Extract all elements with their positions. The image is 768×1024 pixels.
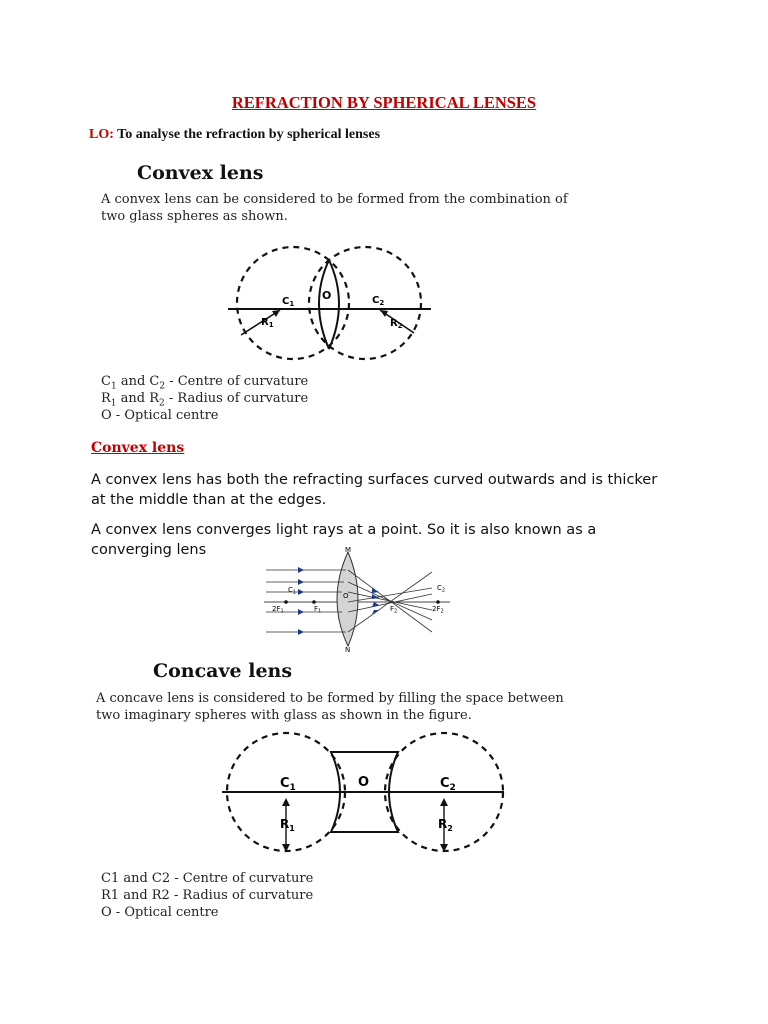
- label-n: N: [345, 646, 351, 654]
- converging-rays-diagram: [262, 544, 452, 654]
- label-2f2: $2F_2$: [432, 605, 444, 615]
- label-ray-c1: $C_1$: [288, 586, 297, 596]
- label-r2: $R_2$: [390, 318, 403, 330]
- lens-surface-left: [319, 260, 332, 349]
- point-f1: [312, 600, 316, 604]
- concave-legend-radius: R1 and R2 - Radius of curvature: [101, 888, 314, 903]
- convex-paragraph2-line1: A convex lens converges light rays at a point. So it is also known as a: [91, 522, 597, 538]
- convex-description-line1: A convex lens can be considered to be formed from the combination of: [101, 192, 568, 207]
- lo-label: LO:: [89, 127, 114, 142]
- label-o: O: [322, 289, 332, 302]
- concave-description-line1: A concave lens is considered to be formed by filling the space between: [96, 691, 564, 706]
- convex-legend-radius: $R_1$ and $R_2$ - Radius of curvature: [101, 391, 309, 409]
- concave-legend-centre: C1 and C2 - Centre of curvature: [101, 871, 314, 886]
- convex-legend-centre: $C_1$ and $C_2$ - Centre of curvature: [101, 374, 309, 392]
- concave-label-r2: $R_2$: [438, 817, 453, 833]
- point-2f1: [284, 600, 288, 604]
- concave-label-c2: $C_2$: [440, 776, 456, 793]
- point-2f2: [436, 600, 440, 604]
- label-ray-o: O: [343, 592, 349, 600]
- concave-label-r1: $R_1$: [280, 817, 295, 833]
- convex-lens-subheading: Convex lens: [91, 440, 185, 456]
- convex-paragraph1-line1: A convex lens has both the refracting surfaces curved outwards and is thicker: [91, 472, 658, 488]
- concave-lens-spheres-diagram: [218, 728, 508, 858]
- refracted-ray-arrowheads: [372, 588, 379, 614]
- r2-arrow-up: [440, 798, 448, 806]
- convex-lens-heading: Convex lens: [137, 162, 264, 184]
- incident-ray-arrowheads: [298, 567, 304, 635]
- refracted-rays: [348, 570, 432, 632]
- convex-paragraph1-line2: at the middle than at the edges.: [91, 492, 327, 508]
- label-ray-c2: $C_2$: [437, 584, 446, 594]
- label-r1: $R_1$: [261, 317, 274, 329]
- concave-lens-heading: Concave lens: [153, 660, 293, 682]
- convex-paragraph2-line2: converging lens: [91, 542, 207, 558]
- incident-rays: [266, 570, 346, 632]
- convex-legend-optical-centre: O - Optical centre: [101, 408, 219, 423]
- label-m: M: [345, 546, 352, 554]
- r1-arrow-up: [282, 798, 290, 806]
- lo-text: To analyse the refraction by spherical lenses: [117, 127, 381, 142]
- page-title: REFRACTION BY SPHERICAL LENSES: [231, 93, 537, 112]
- label-f1: $F_1$: [314, 605, 322, 615]
- label-2f1: $2F_1$: [272, 605, 284, 615]
- arrowhead-r2: [380, 310, 388, 317]
- concave-legend-optical-centre: O - Optical centre: [101, 905, 219, 920]
- concave-label-o: O: [358, 775, 370, 790]
- concave-description-line2: two imaginary spheres with glass as shown in the figure.: [96, 708, 472, 723]
- label-f2: $F_2$: [390, 605, 398, 615]
- label-c2: $C_2$: [372, 295, 385, 307]
- concave-label-c1: $C_1$: [280, 776, 296, 793]
- learning-objective: [89, 127, 380, 143]
- convex-lens-spheres-diagram: [225, 245, 435, 375]
- label-c1: $C_1$: [282, 296, 295, 308]
- convex-description-line2: two glass spheres as shown.: [101, 209, 288, 224]
